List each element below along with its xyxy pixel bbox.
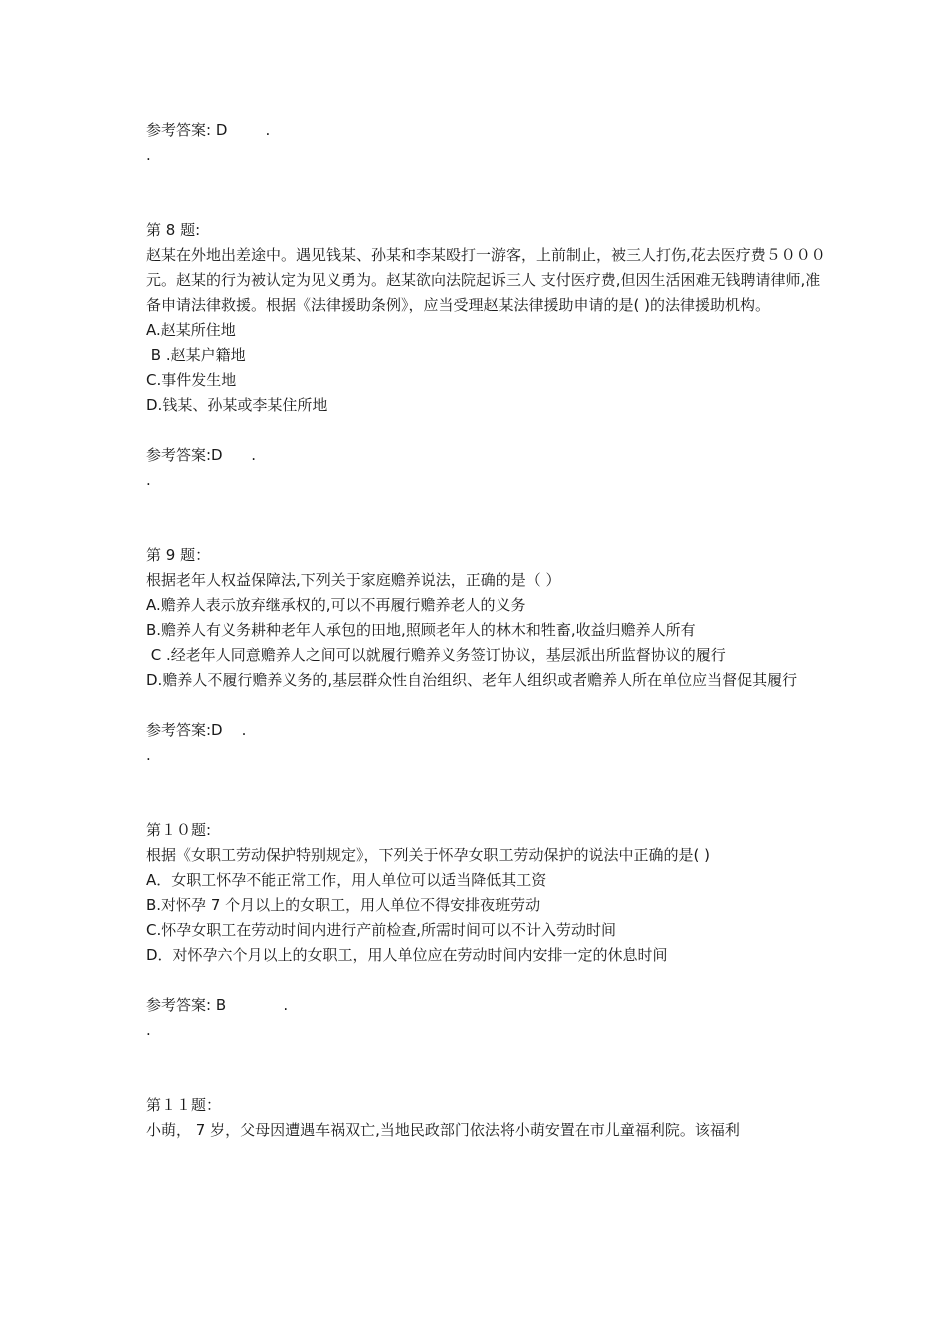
option-d: D.赡养人不履行赡养义务的,基层群众性自治组织、老年人组织或者赡养人所在单位应当督促其履行 (146, 671, 798, 689)
question-10 (146, 818, 826, 1043)
answer: 参考答案: B . (146, 996, 289, 1014)
answer-dot: . (146, 471, 151, 489)
option-d: D.钱某、孙某或李某住所地 (146, 396, 328, 414)
option-a: A.赡养人表示放弃继承权的,可以不再履行赡养老人的义务 (146, 596, 526, 614)
question-8 (146, 218, 826, 493)
answer-dot: . (146, 746, 151, 764)
question-stem: 根据《女职工劳动保护特别规定》，下列关于怀孕女职工劳动保护的说法中正确的是( ) (146, 846, 710, 864)
prev-dot: . (146, 146, 151, 164)
option-b: B.对怀孕 7 个月以上的女职工，用人单位不得安排夜班劳动 (146, 896, 541, 914)
option-b: B .赵某户籍地 (146, 346, 246, 364)
option-c: C .经老年人同意赡养人之间可以就履行赡养义务签订协议，基层派出所监督协议的履行 (146, 646, 726, 664)
question-stem: 小萌， 7 岁，父母因遭遇车祸双亡,当地民政部门依法将小萌安置在市儿童福利院。该福利 (146, 1121, 740, 1139)
answer: 参考答案:D . (146, 446, 256, 464)
document-page (146, 118, 826, 1143)
question-heading: 第１０题: (146, 821, 212, 839)
option-d: D．对怀孕六个月以上的女职工，用人单位应在劳动时间内安排一定的休息时间 (146, 946, 668, 964)
question-heading: 第１１题： (146, 1096, 222, 1114)
option-c: C.事件发生地 (146, 371, 237, 389)
question-stem: 赵某在外地出差途中。遇见钱某、孙某和李某殴打一游客，上前制止，被三人打伤,花去医疗费５０００元。赵某的行为被认定为见义勇为。赵某欲向法院起诉三人 支付医疗费,但因生活困难无钱聘请律师,准备申请法律救援。根据《法律援助条例》，应当受理赵某法律援助申请的是( )的法律援助机构。 (146, 246, 826, 314)
option-c: C.怀孕女职工在劳动时间内进行产前检查,所需时间可以不计入劳动时间 (146, 921, 617, 939)
question-heading: 第 8 题: (146, 221, 201, 239)
answer: 参考答案:D . (146, 721, 247, 739)
answer-dot: . (146, 1021, 151, 1039)
option-a: A.赵某所住地 (146, 321, 236, 339)
option-a: A．女职工怀孕不能正常工作，用人单位可以适当降低其工资 (146, 871, 547, 889)
question-11 (146, 1093, 826, 1143)
option-b: B.赡养人有义务耕种老年人承包的田地,照顾老年人的林木和牲畜,收益归赡养人所有 (146, 621, 696, 639)
question-9 (146, 543, 826, 768)
prev-answer: 参考答案: D . (146, 121, 271, 139)
question-stem: 根据老年人权益保障法,下列关于家庭赡养说法，正确的是（ ） (146, 571, 561, 589)
question-heading: 第 9 题： (146, 546, 211, 564)
